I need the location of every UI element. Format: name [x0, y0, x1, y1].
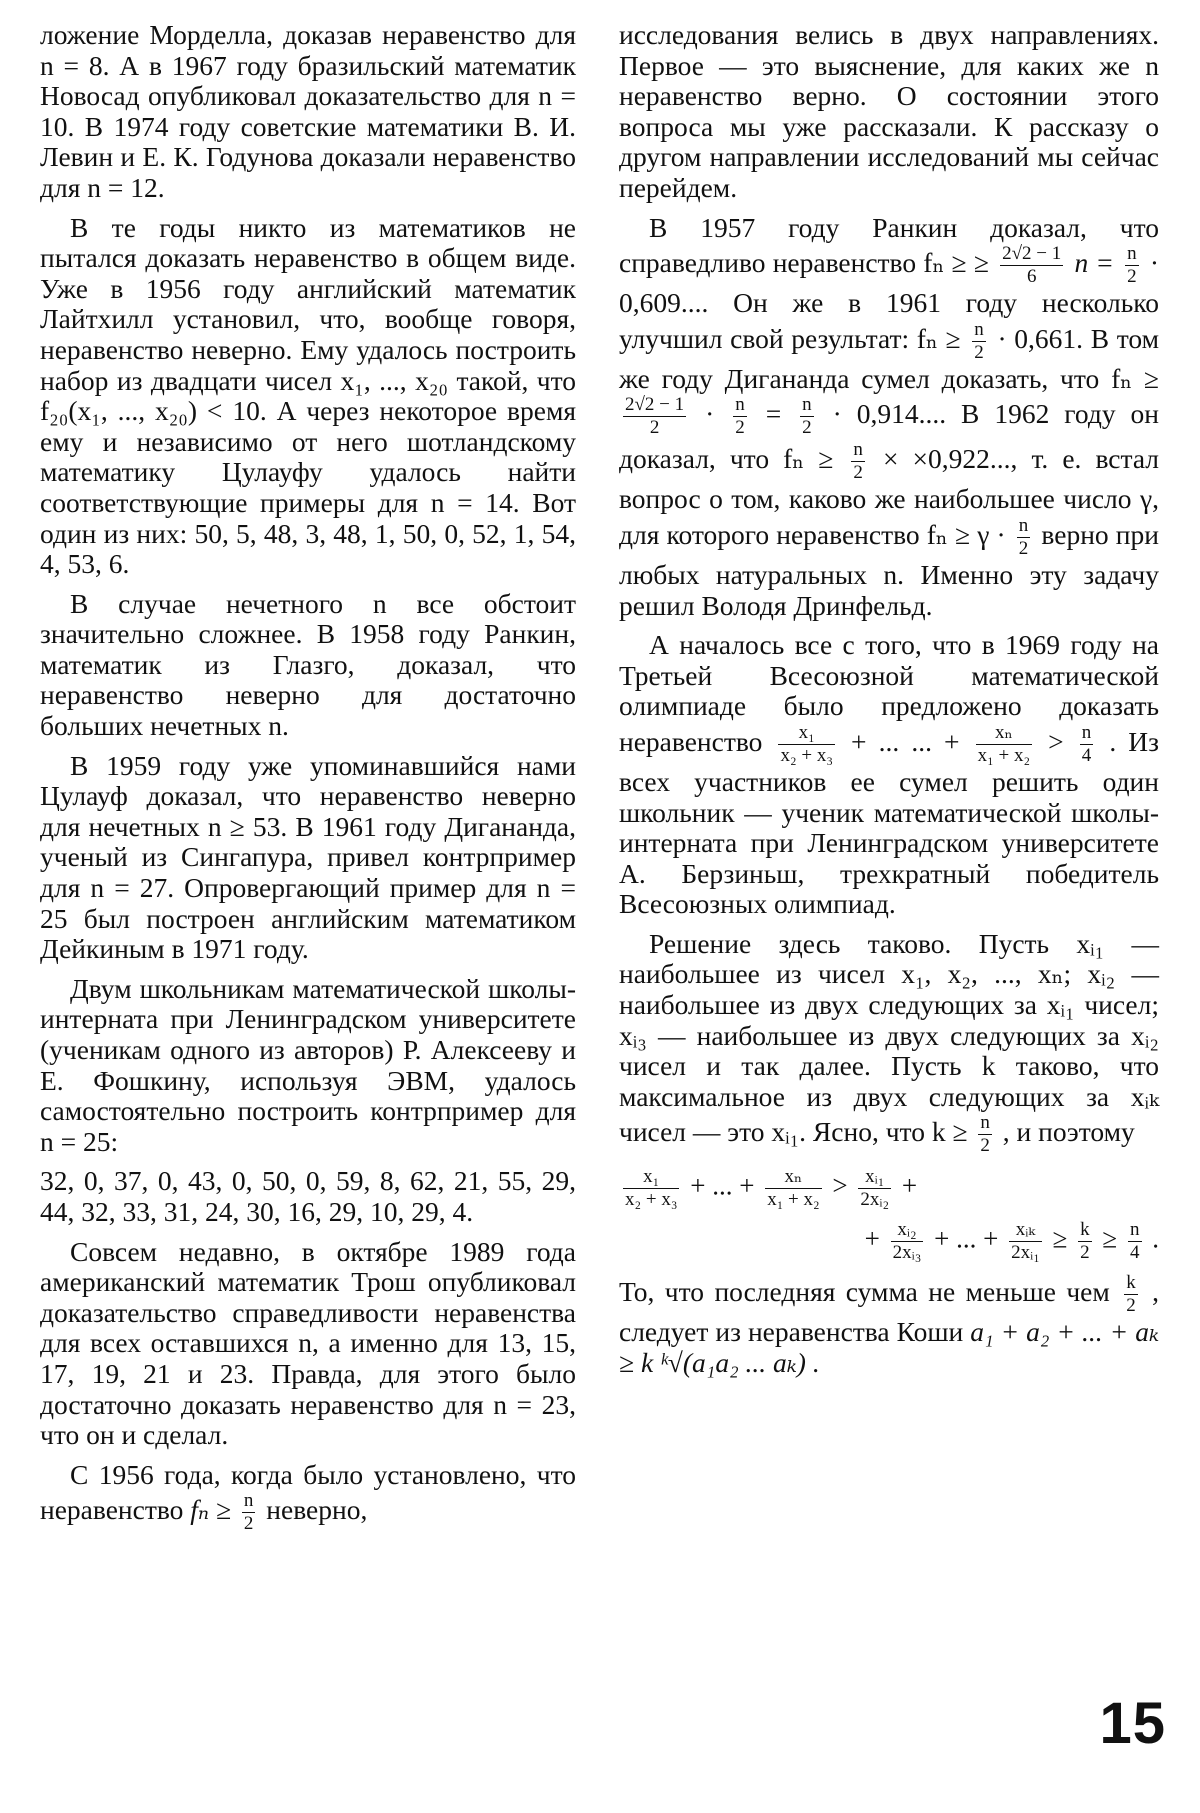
cauchy-formula: a₁ + a₂ + ... + aₖ ≥ k ᵏ√(a₁a₂ ... aₖ) . [619, 1316, 1160, 1379]
equation-line-1: $\frac{\text{x₁}}{\text{x₂ + x₃}}$ + ... + $\frac{\text{xₙ}}{\text{x₁ + x₂}}$ > $\frac{\text{xᵢ₁}}{\text{2xᵢ₂}}$ + [625, 1166, 918, 1211]
paragraph: ложение Морделла, доказав неравенство для n = 8. А в 1967 году бразильский математик Новосад опубликовал доказательство для n = 10. В 1974 году советские математики В. И. Левин и Е. К. Годунова доказали неравенство для n = 12. [40, 19, 576, 203]
fraction: $\frac{2√2 - 1}{2}$ [625, 394, 685, 439]
paragraph: В 1959 году уже упоминавшийся нами Цулауф доказал, что неравенство неверно для нечетных n ≥ 53. В 1961 году Дигананда, ученый из Сингапура, привел контрпример для n = 27. Опровергающий пример для n = 25 был построен английским математиком Дейкиным в 1971 году. [40, 749, 576, 965]
fraction: $\frac{n}{2}$ [243, 1490, 254, 1535]
paragraph: С 1956 года, когда было установлено, что неравенство fₙ ≥ $\frac{n}{2}$ неверно, [40, 1458, 576, 1535]
fraction: $\frac{n}{2}$ [980, 1112, 990, 1157]
equation-line-2: + $\frac{\text{xᵢ₂}}{\text{2xᵢ₃}}$ + ... + $\frac{\text{xᵢₖ}}{\text{2xᵢ₁}}$ ≥ $\frac{k}{2}$ ≥ $\frac{n}{4}$ . [864, 1219, 1159, 1264]
fraction: $\frac{n}{2}$ [802, 394, 812, 439]
paragraph: исследования велись в двух направлениях. Первое — это выяснение, для каких же n неравенство верно. О состоянии этого вопроса мы уже рассказали. К рассказу о другом направлении исследований мы сейчас перейдем. [619, 19, 1159, 203]
fraction: $\frac{\text{x₁}}{\text{x₂ + x₃}}$ [780, 721, 833, 766]
right-column [619, 20, 1159, 1388]
page-number: 15 [1099, 1691, 1166, 1756]
fraction: $\frac{2√2 - 1}{6}$ [1002, 243, 1062, 288]
paragraph: Совсем недавно, в октябре 1989 года американский математик Трош опубликовал доказательство справедливости неравенства для всех оставшихся n, а именно для 13, 15, 17, 19, 21 и 23. Правда, для этого было достаточно доказать неравенство для n = 23, что он и сделал. [40, 1235, 576, 1451]
paragraph: В те годы никто из математиков не пытался доказать неравенство в общем виде. Уже в 1956 году английский математик Лайтхилл установил, что, вообще говоря, неравенство неверно. Ему удалось построить набор из двадцати чисел x₁, ..., x₂₀ такой, что f₂₀(x₁, ..., x₂₀) < 10. А через некоторое время ему и независимо от него шотландскому математику Цулауфу удалось найти соответствующие примеры для n = 14. Вот один из них: 50, 5, 48, 3, 48, 1, 50, 0, 52, 1, 54, 4, 53, 6. [40, 211, 576, 580]
left-column [40, 20, 576, 1544]
paragraph: Двум школьникам математической школы-интерната при Ленинградском университете (ученикам одного из авторов) Р. Алексееву и Е. Фошкину, используя ЭВМ, удалось самостоятельно построить контрпример для n = 25: [40, 972, 576, 1157]
fraction: $\frac{\text{xₙ}}{\text{x₁ + x₂}}$ [977, 721, 1031, 766]
fraction: $\frac{n}{2}$ [853, 439, 863, 484]
paragraph: Решение здесь таково. Пусть xᵢ₁ — наибольшее из чисел x₁, x₂, ..., xₙ; xᵢ₂ — наибольшее из двух следующих за xᵢ₁ чисел; xᵢ₃ — наибольшее из двух следующих за xᵢ₂ чисел и так далее. Пусть k таково, что максимальное из двух следующих за xᵢₖ чисел — это xᵢ₁. Ясно, что k ≥ $\frac{n}{2}$ , и поэтому [619, 927, 1159, 1157]
fraction: $\frac{n}{2}$ [1018, 514, 1029, 559]
paragraph: То, что последняя сумма не меньше чем $\frac{k}{2}$ , следует из неравенства Коши a₁ + a₂ + ... + aₖ ≥ k ᵏ√(a₁a₂ ... aₖ) . [619, 1272, 1160, 1379]
paragraph: А началось все с того, что в 1969 году на Третьей Всесоюзной математической олимпиаде было предложено доказать неравенство $\frac{\text{x₁}}{\text{x₂ + x₃}}$ + ... ... + $\frac{\text{xₙ}}{\text{x₁ + x₂}}$ > $\frac{n}{4}$ . Из всех участников ее сумел решить один школьник — ученик математической школы-интерната при Ленинградском университете А. Берзиньш, трехкратный победитель Всесоюзных олимпиад. [619, 629, 1160, 920]
fraction: $\frac{n}{2}$ [735, 394, 745, 439]
paragraph: В 1957 году Ранкин доказал, что справедливо неравенство fₙ ≥ ≥ $\frac{2√2 - 1}{6}$ n = $\frac{n}{2}$ · 0,609.... Он же в 1961 году несколько улучшил свой результат: fₙ ≥ $\frac{n}{2}$ · 0,661. В том же году Дигананда сумел доказать, что fₙ ≥ $\frac{2√2 - 1}{2}$ · $\frac{n}{2}$ = $\frac{n}{2}$ · 0,914.... В 1962 году он доказал, что fₙ ≥ $\frac{n}{2}$ × ×0,922..., т. е. встал вопрос о том, каково же наибольшее число γ, для которого неравенство fₙ ≥ γ · $\frac{n}{2}$ верно при любых натуральных n. Именно эту задачу решил Володя Дринфельд. [619, 211, 1160, 621]
fraction: $\frac{k}{2}$ [1126, 1272, 1136, 1317]
fraction: $\frac{n}{2}$ [1127, 243, 1137, 288]
fraction: $\frac{n}{4}$ [1081, 721, 1092, 766]
fraction: $\frac{n}{2}$ [974, 318, 984, 363]
formula: fₙ ≥ [190, 1494, 232, 1526]
paragraph: В случае нечетного n все обстоит значительно сложнее. В 1958 году Ранкин, математик из Глазго, доказал, что неравенство неверно для достаточно больших нечетных n. [40, 587, 576, 742]
counterexample-numbers: 32, 0, 37, 0, 43, 0, 50, 0, 59, 8, 62, 21, 55, 29, 44, 32, 33, 31, 24, 30, 16, 29, 10, 29, 4. [40, 1165, 576, 1227]
